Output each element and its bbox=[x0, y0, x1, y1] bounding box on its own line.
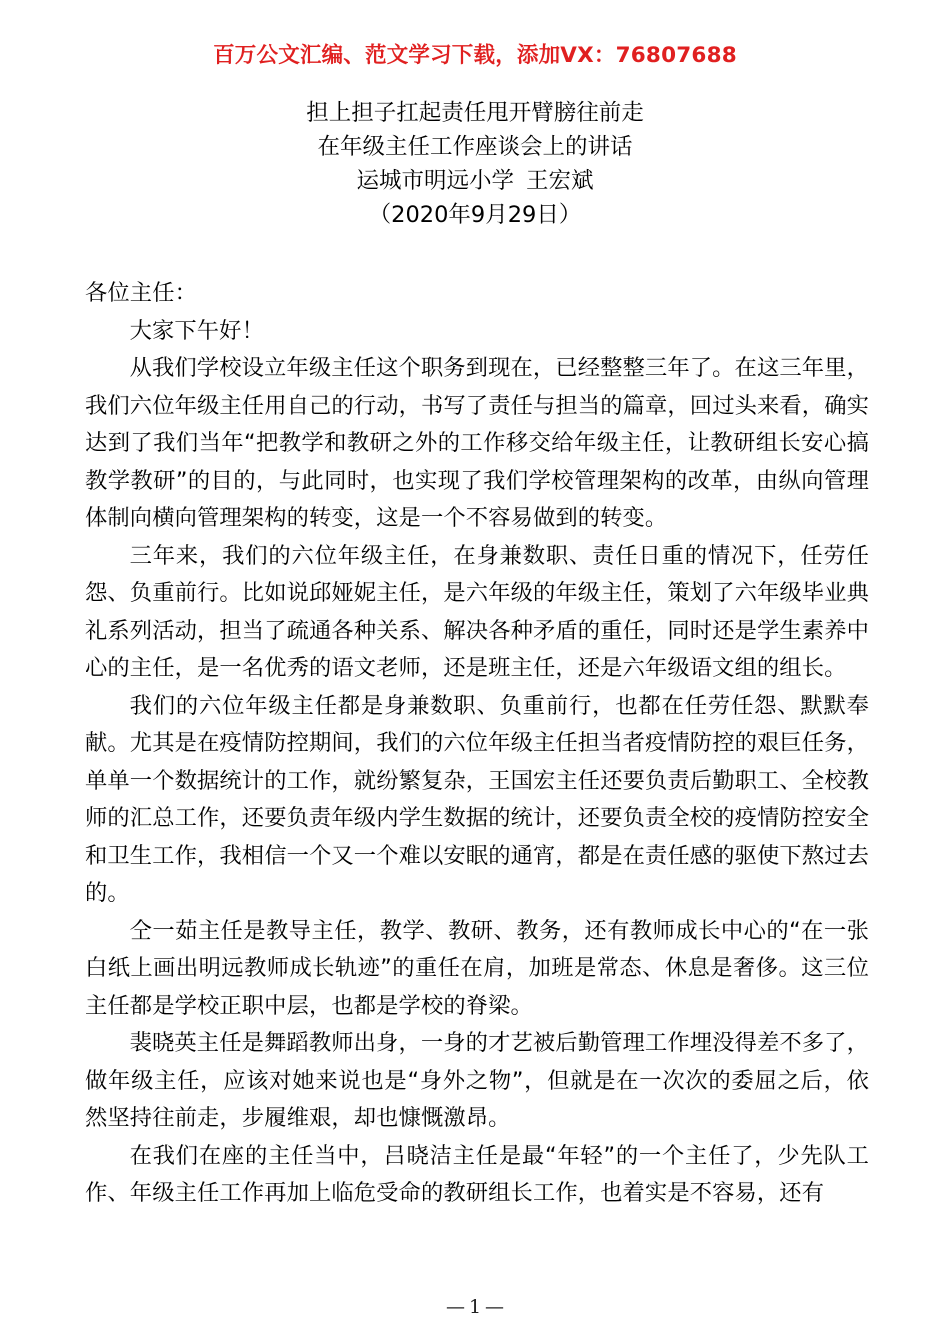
byline-author: 王宏斌 bbox=[526, 168, 594, 194]
page-footer bbox=[0, 1296, 950, 1318]
document-title-line-1: 担上担子扛起责任甩开臂膀往前走 bbox=[306, 100, 644, 126]
body-paragraph: 裴晓英主任是舞蹈教师出身，一身的才艺被后勤管理工作埋没得差不多了，做年级主任，应该对她来说也是“身外之物”，但就是在一次次的委屈之后，依然坚持往前走，步履维艰，却也慷慨激昂。 bbox=[85, 1030, 869, 1131]
document-body bbox=[85, 275, 869, 1213]
body-paragraph: 我们的六位年级主任都是身兼数职、负重前行，也都在任劳任怨、默默奉献。尤其是在疫情防控期间，我们的六位年级主任担当者疫情防控的艰巨任务，单单一个数据统计的工作，就纷繁复杂，王国宏主任还要负责后勤职工、全校教师的汇总工作，还要负责年级内学生数据的统计，还要负责全校的疫情防控安全和卫生工作，我相信一个又一个难以安眠的通宵，都是在责任感的驱使下熬过去的。 bbox=[85, 692, 869, 906]
body-paragraph: 大家下午好！ bbox=[129, 317, 264, 344]
document-date: （2020年9月29日） bbox=[368, 202, 582, 228]
byline-organization: 运城市明远小学 bbox=[356, 168, 514, 194]
body-paragraph: 仝一茹主任是教导主任，教学、教研、教务，还有教师成长中心的“在一张白纸上画出明远教师成长轨迹”的重任在肩，加班是常态、休息是奢侈。这三位主任都是学校正职中层，也都是学校的脊梁。 bbox=[85, 917, 869, 1019]
title-block bbox=[0, 96, 950, 232]
promo-banner-text: 百万公文汇编、范文学习下载，添加VX：76807688 bbox=[213, 43, 737, 68]
body-paragraph: 在我们在座的主任当中，吕晓洁主任是最“年轻”的一个主任了，少先队工作、年级主任工作再加上临危受命的教研组长工作，也着实是不容易，还有 bbox=[85, 1142, 869, 1206]
footer-dash-left: — bbox=[445, 1296, 465, 1318]
document-title-line-2: 在年级主任工作座谈会上的讲话 bbox=[317, 134, 633, 160]
document-byline bbox=[0, 164, 950, 198]
footer-dash-right: — bbox=[485, 1296, 505, 1318]
salutation: 各位主任： bbox=[85, 280, 197, 306]
body-paragraph: 从我们学校设立年级主任这个职务到现在，已经整整三年了。在这三年里，我们六位年级主任用自己的行动，书写了责任与担当的篇章，回过头来看，确实达到了我们当年“把教学和教研之外的工作移交给年级主任，让教研组长安心搞教学教研”的目的，与此同时，也实现了我们学校管理架构的改革，由纵向管理体制向横向管理架构的转变，这是一个不容易做到的转变。 bbox=[85, 355, 869, 531]
body-paragraph: 三年来，我们的六位年级主任，在身兼数职、责任日重的情况下，任劳任怨、负重前行。比如说邱娅妮主任，是六年级的年级主任，策划了六年级毕业典礼系列活动，担当了疏通各种关系、解决各种矛盾的重任，同时还是学生素养中心的主任，是一名优秀的语文老师，还是班主任，还是六年级语文组的组长。 bbox=[85, 542, 869, 681]
page-number: 1 bbox=[468, 1296, 482, 1318]
